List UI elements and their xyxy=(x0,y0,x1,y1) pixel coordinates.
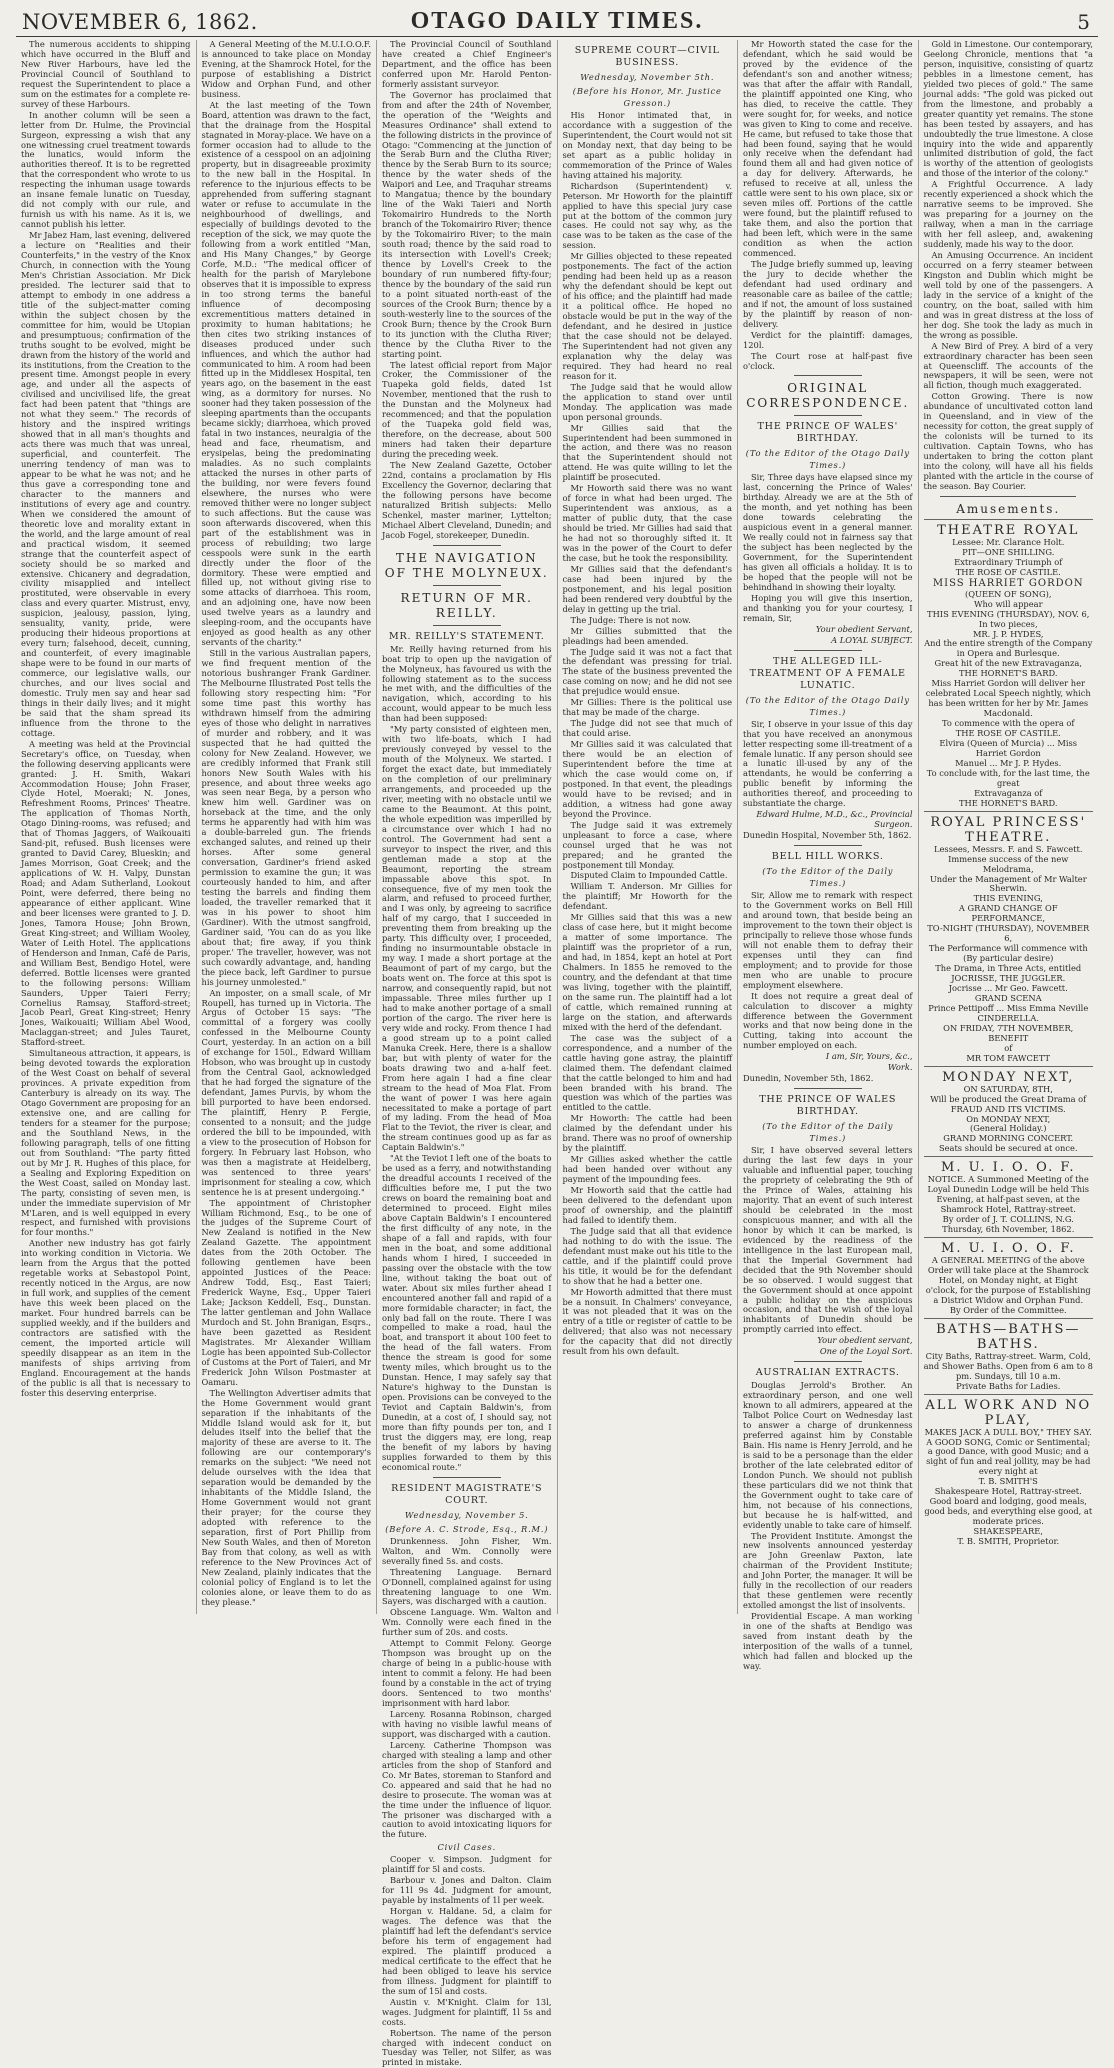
ad-line: Immense success of the new Melodrama, xyxy=(948,853,1069,874)
court-before: (Before A. C. Strode, Esq., R.M.) xyxy=(385,1523,549,1534)
column-2 xyxy=(197,40,378,1614)
newspaper-title: OTAGO DAILY TIMES. xyxy=(410,8,704,34)
column-container xyxy=(16,39,1098,2068)
court-paragraph: The Judge said that all that evidence had nothing to do with the issue. The defendant must make out his title to the cattle, and if the plaintiff could prove his title, it would be for the defendant to show that he had a better one. xyxy=(562,1225,732,1286)
article-paragraph: Another new industry has got fairly into working condition in Victoria. We learn from the Argus that the potted regetable works at Sebastopol Point, recently noticed in the Argus, are now in full work, and supplies of the cement have this week been placed on the market. Four hundred barrels can be supplied weekly, and if the builders and contractors are satisfied with the cement, the imported article will speedily disappear as an item in the manifests of ships arriving from England. Encouragement at the hands of the public is all that is necessary to foster this deserving enterprise. xyxy=(21,1238,191,1398)
letter-addressee: (To the Editor of the Daily Times.) xyxy=(762,1121,894,1144)
ad-line: THIS EVENING, xyxy=(973,893,1043,904)
return-heading: RETURN OF MR. REILLY. xyxy=(400,590,533,620)
letter-paragraph: It does not require a great deal of calculation to discover a mighty difference between the Government works and that now being done in the Cutting, taking into account the number employed on each. xyxy=(743,990,913,1051)
ad-line: Miss Harriet Gordon will deliver her celebrated Local Speech nightly, which has been written for her by Mr. James Macdonald. xyxy=(925,678,1091,719)
article-paragraph: Mr. Reilly having returned from his boat trip to open up the navigation of the Molyneux, has favoured us with the following statement as to the success he met with, and the difficulties of the navigation, which, according to his account, would appear to be much less than had been supposed: xyxy=(382,643,552,724)
court-paragraph: The Judge said it was not a fact that the defendant was pressing for trial. The state of the business prevented the case coming on now; and he did not see that prejudice would ensue. xyxy=(562,646,732,697)
ad-headline: THEATRE ROYAL xyxy=(937,522,1080,538)
article-paragraph: The appointment of Christopher William Richmond, Esq., to be one of the judges of the Supreme Court of New Zealand is notified in the New Zealand Gazette. The appointment dates from the 20th October. The following gentlemen have been appointed Justices of the Peace: Andrew Todd, Esq., East Taieri; Frederick Wayne, Esq., Upper Taieri Lake; Jackson Keddell, Esq., Dunstan. The latter gentleman and John Wallace Murdoch and St. John Branigan, Esqrs., have been gazetted as Resident Magistrates. Mr Alexander William Logie has been appointed Sub-Collector of Customs at the Port of Taieri, and Mr Frederick John Wilson Postmaster at Oamaru. xyxy=(201,1197,371,1387)
ad-line: A GRAND CHANGE OF PERFORMANCE, xyxy=(958,903,1058,924)
ad-headline: BATHS—BATHS—BATHS. xyxy=(936,1321,1081,1352)
ad-line: PIT—ONE SHILLING. xyxy=(962,546,1055,557)
ad-headline: M. U. I. O. O. F. xyxy=(941,1160,1076,1176)
court-paragraph: Richardson (Superintendent) v. Peterson. Mr Howorth for the plaintiff applied to have this special jury case put at the bottom of the common jury cases. He could not say why, as the case was to be taken as the case of the session. xyxy=(562,180,732,251)
amusements-heading: Amusements. xyxy=(956,501,1061,516)
article-paragraph: The Provincial Council of Southland have created a Chief Engineer's Department, and the office has been conferred upon Mr. Harold Penton-formerly assistant surveyor. xyxy=(382,39,552,89)
court-paragraph: Mr Gillies asked whether the cattle had been handed over without any payment of the impounding fees. xyxy=(562,1154,732,1185)
extract-paragraph: The Provident Institute. Amongst the new insolvents announced yesterday are John Greenlaw Paxton, late chairman of the Provident Institute; and John Porter, the manager. It will be fully in the recollection of our readers that these gentlemen were recently extolled amongst the list of insolvents. xyxy=(743,1530,913,1611)
ad-line: A GOOD SONG, Comic or Sentimental; a good Dance, with good Music; and a sight of fun and real jollity, may be had every night at xyxy=(926,1436,1091,1477)
ad-line: Extravaganza of xyxy=(974,787,1043,798)
court-paragraph: Mr Howorth: The cattle had been claimed by the defendant under his brand. There was no proof of ownership by the plaintiff. xyxy=(562,1113,732,1154)
ad-line: Lessee: Mr. Clarance Holt. xyxy=(952,536,1065,547)
ad-line: T. B. SMITH'S xyxy=(978,1476,1038,1487)
article-paragraph: Still in the various Australian papers, we find frequent mention of the notorious bushranger Frank Gardiner. The Melbourne Illustrated Post tells the following story respecting him: "For some time past this worthy has withdrawn himself from the admiring eyes of those who delight in narratives of murder and robbery, and it was suspected that he had quitted the colony for New Zealand. However, we are credibly informed that Frank still honors New South Wales with his presence, and about three weeks ago was seen near Bega, by a person who knew him well. Gardiner was on horseback at the time, and the only terms he apparently had with him was a double-barreled gun. The friends exchanged salutes, and reined up their horses. After some general conversation, Gardiner's friend asked permission to examine the gun; it was courteously handed to him, and after testing the barrels and finding them loaded, the traveller remarked that it was in his power to shoot him (Gardiner). With the utmost sangfroid, Gardiner said, 'You can do as you like about that; fire away, if you think proper.' The traveller, however, was not such cowardly advantage, and, handing the piece back, left Gardiner to pursue his journey unmolested." xyxy=(201,648,371,987)
letter-addressee: (To the Editor of the Otago Daily Times.) xyxy=(745,448,910,471)
ad-line: THE HORNET'S BARD. xyxy=(958,668,1058,679)
ad-line: CINDERELLA. xyxy=(977,1012,1040,1023)
column-3 xyxy=(377,39,558,2068)
civil-case: Cooper v. Simpson. Judgment for plaintiff for 5l and costs. xyxy=(382,1854,552,1875)
civil-cases-heading: Civil Cases. xyxy=(437,1842,497,1853)
article-paragraph: The Judge briefly summed up, leaving the jury to decide whether the defendant had used ordinary and reasonable care as bailee of the cattle; and if not, the amount of loss sustained by the plaintiff by reason of non-delivery. xyxy=(743,258,913,329)
ad-line: Good board and lodging, good meals, good beds, and everything else good, at moderate prices. xyxy=(924,1496,1093,1527)
ad-line: To conclude with, for the last time, the great xyxy=(926,767,1090,788)
ad-line: T. B. SMITH, Proprietor. xyxy=(957,1536,1060,1547)
extract-paragraph: Providential Escape. A man working in one of the shafts at Bendigo was saved from instant death by the interposition of the walls of a tunnel, which had fallen and blocked up the way. xyxy=(743,1611,913,1671)
article-paragraph: A New Bird of Prey. A bird of a very extraordinary character has been seen at Queenscliff. The accounts of the newspapers, it will be seen, were not all fiction, though much exaggerated. xyxy=(923,340,1093,391)
extract-paragraph: Douglas Jerrold's Brother. An extraordinary person, and one well known to all admirers, appeared at the Talbot Police Court on Wednesday last to answer a charge of drunkenness preferred against him by Constable Bain. His name is Henry Jerrold, and he is said to be a personage than the elder brother of the late celebrated editor of London Punch. We should not publish these particulars did we not think that the Government ought to take care of him, not because of his connections, but because he is half-witted, and evidently unable to take care of himself. xyxy=(743,1380,913,1530)
ad-line: Jocrisse ... Mr Geo. Fawcett. xyxy=(948,983,1068,994)
letter-heading: THE PRINCE OF WALES BIRTHDAY. xyxy=(759,1094,897,1118)
ad-line: A GENERAL MEETING of the above Order will take place at the Shamrock Hotel, on Monday night, at Eight o'clock, for the purpose of Establishing a District Widow and Orphan Fund. xyxy=(925,1255,1091,1305)
supreme-court-date: Wednesday, November 5th. xyxy=(580,72,715,82)
court-paragraph: Mr Howorth admitted that there must be a nonsuit. In Chalmers' conveyance, it was not pleaded that it was on the entry of a title or register of cattle to be delivered; that also was not necessary for the capacity that did not directly result from his own default. xyxy=(562,1286,732,1357)
divider-rule xyxy=(794,415,862,416)
ad-line: In two pieces, xyxy=(978,618,1038,629)
court-paragraph: The Judge did not see that much of that could arise. xyxy=(562,718,732,739)
court-paragraph: Mr Gillies said that the defendant's case had been injured by the postponement, and his legal position had been rendered very doubtful by the delay in getting up the trial. xyxy=(562,563,732,614)
ad-line: NOTICE. A Summoned Meeting of the Loyal Dunedin Lodge will be held This Evening, at half-past seven, at the Shamrock Hotel, Rattray-street. xyxy=(927,1174,1089,1215)
letter-heading: BELL HILL WORKS. xyxy=(771,851,884,863)
statement-heading: MR. REILLY'S STATEMENT. xyxy=(388,630,545,642)
letter-paragraph: Hoping you will give this insertion, and thanking you for your courtesy, I remain, Sir, xyxy=(743,592,913,623)
ad-line: The Drama, in Three Acts, entitled xyxy=(935,963,1082,974)
court-paragraph: Mr Gillies said that this was a new class of case here, but it might become a matter of some importance. The plaintiff was the proprietor of a run, and had, in 1854, kept an hotel at Port Chalmers. In 1855 he removed to the country, and the defendant at that time was living, together with the plaintiff, on the same run. The plaintiff had a lot of cattle, which remained running at large on the station, and afterwards mixed with the herd of the defendant. xyxy=(562,912,732,1032)
ad-headline: M. U. I. O. O. F. xyxy=(941,1241,1076,1257)
ad-line: Who will appear xyxy=(973,598,1043,609)
ad-line: JOCRISSE, THE JUGGLER. xyxy=(951,973,1066,984)
ad-line: And the entire strength of the Company in Opera and Burlesque. xyxy=(924,638,1093,659)
ad-line: ON SATURDAY, 8TH, xyxy=(963,1083,1053,1094)
advertisement xyxy=(924,1237,1094,1318)
page-number: 5 xyxy=(1077,10,1090,34)
court-case: Threatening Language. Bernard O'Donnell, complained against for using threatening language to one Wm. Sayers, was discharged with a caution. xyxy=(382,1566,552,1607)
ad-line: By Order of the Committee. xyxy=(949,1304,1067,1315)
ad-line: ON FRIDAY, 7TH NOVEMBER, xyxy=(943,1022,1074,1033)
court-case: Drunkenness. John Fisher, Wm. Walton, and Wm. Connolly were severally fined 5s. and costs. xyxy=(382,1535,552,1566)
article-paragraph: The numerous accidents to shipping which have occurred in the Bluff and New River Harbours, have led the Provincial Council of Southland to request the Superintendent to place a sum on the estimates for a complete re-survey of these Harbours. xyxy=(21,39,191,109)
article-paragraph: Gold in Limestone. Our contemporary, Geelong Chronicle, mentions that "a person, inquisitive, consisting of quartz pebbles in a limestone cement, has yielded two pieces of gold." The same journal adds: "The gold was picked out from the limestone, and probably a greater quantity yet remains. The stone has been tested by assayers, and has undoubtedly the true limestone. A close inquiry into the wide and apparently unlimited distribution of gold, the fact is worthy of the attention of geologists and those of the interior of the colony." xyxy=(923,39,1093,179)
ad-headline: ALL WORK AND NO PLAY, xyxy=(925,1397,1092,1428)
article-paragraph: Cotton Growing. There is now abundance of uncultivated cotton land in Queensland, and in view of the necessity for cotton, the great supply of the colonists will be turned to its cultivation. Captain Towns, who has undertaken to bring the cotton plant into the colony, will have all his fields planted with the article in the course of the season. Bay Courier. xyxy=(923,391,1093,491)
letter-signature: Work. xyxy=(887,1062,913,1073)
correspondence-heading: ORIGINAL CORRESPONDENCE. xyxy=(746,381,910,411)
court-paragraph: Mr Gillies said it was calculated that there would be an election of Superintendent before the time at which the case would come on, if postponed. In that event, the pleadings would have to be revised; and in addition, a witness had gone away beyond the Province. xyxy=(562,739,732,819)
ad-line: Seats should be secured at once. xyxy=(938,1143,1078,1154)
ad-line: THIS EVENING (THURSDAY), NOV. 6, xyxy=(927,608,1090,619)
article-paragraph: In another column will be seen a letter from Dr. Hulme, the Provincial Surgeon, expressing a wish that any one witnessing cruel treatment towards the lunatics, would inform the authorities thereof. It is to be regretted that the correspondent who wrote to us respecting the inhuman usage towards an insane female lunatic on Tuesday, did not comply with our rule, and furnish us with his name. As it is, we cannot publish his letter. xyxy=(21,109,191,230)
court-paragraph: Mr Gillies: There is the political use that may be made of the charge. xyxy=(562,697,732,718)
civil-case: Horgan v. Haldane. 5d, a claim for wages. The defence was that the plaintiff had left the defendant's service before his term of engagement had expired. The plaintiff produced a medical certificate to the effect that he had been obliged to leave his service from illness. Judgment for plaintiff to the sum of 15l and costs. xyxy=(382,1906,552,1996)
ad-line: By order of J. T. COLLINS, N.G. xyxy=(942,1214,1074,1225)
court-paragraph: The Judge said it was extremely unpleasant to force a case, where counsel urged that he was not prepared; and he granted the postponement till Monday. xyxy=(562,819,732,870)
ad-line: THE ROSE OF CASTILE. xyxy=(955,566,1061,577)
article-paragraph: Mr Jabez Ham, last evening, delivered a lecture on "Realities and their Counterfeits," in the vestry of the Knox Church, in connection with the Young Men's Christian Association. Mr Dick presided. The lecturer said that to attempt to embody in one address a title of the subject-matter coming within the subject chosen by the committee for him, would be Utopian and presumptuous; confirmation of the truths sought to be evolved, might be drawn from the history of the world and its institutions, from the Creation to the present time. Amongst people in every age, and under all the aspects of civilised and uncivilised life, the great fact had been patent that "things are not what they seem." The records of history and the inspired writings showed that in all man's thoughts and acts there was much that was unreal, superficial, and counterfeit. The unerring tendency of man was to appear to be what he was not; and he thus gave a corresponding tone and character to the manners and institutions of every age and country. When we considered the amount of theoretic love and morality extant in the world, and the large amount of real and practical wisdom, it seemed strange that the counterfeit aspect of society should be so marked and extensive. Chicanery and degradation, civility misapplied and intellect prostituted, were observable in every class and every quarter. Mistrust, envy, suspicion, jealousy, passion, lying, sensuality, vanity, pride, were producing their hideous proportions at every turn; falsehood, deceit, cunning, and counterfeit, of every imaginable shape were to be found in our marts of commerce, our legislative walls, our churches, and our lives social and domestic. Truly men say and hear sad things in their daily lives; and it might be said that the sham spread its influence from the throne to the cottage. xyxy=(21,230,191,738)
ad-line: Will be produced the Great Drama of xyxy=(930,1093,1087,1104)
letter-signature: One of the Loyal Sort. xyxy=(819,1346,913,1357)
ad-line: To commence with the opera of xyxy=(942,718,1075,729)
article-paragraph: Verdict for the plaintiff: damages, 120l. xyxy=(743,329,913,350)
ad-line: GRAND MORNING CONCERT. xyxy=(943,1133,1074,1144)
advertisement xyxy=(924,519,1094,811)
ad-line: Under the Management of Mr Walter Sherwin. xyxy=(929,873,1087,894)
letter-heading: THE PRINCE OF WALES' BIRTHDAY. xyxy=(757,421,899,445)
australian-extracts-heading: AUSTRALIAN EXTRACTS. xyxy=(755,1367,900,1379)
column-1 xyxy=(16,40,197,1614)
article-paragraph: "At the Teviot I left one of the boats to be used as a ferry, and notwithstanding the dreadful accounts I received of the difficulties before me, I put the two crews on board the remaining boat and determined to proceed. Eight miles above Captain Baldwin's I encountered the first difficulty of any note, in the shape of a fall and rapids, with four men in the boat, and some additional hands whom I hired, I succeeded in passing over the obstacle with the tow line, without taking the boat out of water. About six miles further ahead I encountered another fall and rapid of a more formidable character; in fact, the only bad fall on the route. There I was compelled to make a road, haul the boat, and transport it about 100 feet to the head of the fall waters. From thence the stream is good for some twenty miles, which brought us to the Dunstan. Hence, I may safely say that Nature's highway to the Dunstan is open. Provisions can be conveyed to the Teviot and Captain Baldwin's, from Dunedin, at a cost of, I should say, not more than fifty pounds per ton, and I trust the diggers may, ere long, reap the benefit of my labors by having supplies forwarded to them by this economical route." xyxy=(382,1153,552,1472)
court-paragraph: Mr Gillies submitted that the pleadings had been amended. xyxy=(562,625,732,646)
letter-closing: Your obedient Servant, xyxy=(815,623,913,634)
ad-line: THE ROSE OF CASTILE. xyxy=(955,728,1061,739)
column-5 xyxy=(738,39,919,1671)
letter-paragraph: Sir, I observe in your issue of this day that you have received an anonymous letter respecting some ill-treatment of a female lunatic. If any person should see a lunatic ill-used by any of the attendants, he would be conferring a public benefit by informing the authorities thereof, and proceeding to substantiate the charge. xyxy=(743,718,913,809)
letter-signature: Edward Hulme, M.D., &c., Provincial Surgeon. xyxy=(756,809,913,830)
advertisement xyxy=(924,1318,1094,1394)
civil-case: Barbour v. Jones and Dalton. Claim for 11l 9s 4d. Judgment for amount, payable by instalments of 1l per week. xyxy=(382,1875,552,1906)
court-paragraph: Mr Howorth said there was no want of force in what had been urged. The Superintendent was anxious, as a matter of public duty, that the case should be tried. Mr Gillies had said that he had not so thoroughly sifted it. It was in the power of the Court to defer the case, but he took the responsibility. xyxy=(562,483,732,563)
letter-date: Dunedin, November 5th, 1862. xyxy=(743,1073,874,1084)
ad-headline: MONDAY NEXT, xyxy=(942,1069,1075,1085)
ad-line: TO-NIGHT (THURSDAY), NOVEMBER 6, xyxy=(927,923,1090,944)
ad-line: MAKES JACK A DULL BOY," THEY SAY. xyxy=(924,1426,1092,1437)
advertisement xyxy=(924,1156,1094,1237)
ad-line: Extraordinary Triumph of xyxy=(954,556,1063,567)
ad-line: Manuel ... Mr J. P. Hydes. xyxy=(955,757,1062,768)
article-paragraph: At the last meeting of the Town Board, attention was drawn to the fact, that the drainage from the Hospital stagnated in Moray-place. We have on a former occasion had to allude to the existence of a cesspool on an adjoining property, but in disagreeable proximity to the new ball in the Hospital. In reference to the injurious effects to be apprehended from suffering stagnant water or refuse to accumulate in the neighbourhood of dwellings, and especially of buildings devoted to the reception of the sick, we may quote the following from a work entitled "Man, and His Many Changes," by George Corfe, M.D.: "The medical officer of health for the parish of Marylebone observes that it is impossible to express in too strong terms the baneful influence of decomposing excrementitious matters detained in proximity to human habitations; he then cites two striking instances of diseases produced under such influences, and which the author had communicated to him. A room had been fitted up in the Middlesex Hospital, ten years ago, on the basement in the east wing, as a dormitory for nurses. No sooner had they taken possession of the sleeping apartments than the occupants became sickly; diarrhoea, which proved fatal in two instances, neuralgia of the head and face, rheumatism, and erysipelas, being the predominating maladies. As no such complaints attacked the nurses in other parts of the building, nor were fevers found elsewhere, the nurses who were removed thither were no longer subject to such affections. But the cause was soon afterwards discovered, when this part of the establishment was in process of rebuilding; two large cesspools were sunk in the earth directly under the floor of the dormitory. These were emptied and filled up, not without giving rise to some attacks of diarrhoea. This room, and an adjoining one, have now been used twelve years as a laundry and sleeping-room, and the occupants have enjoyed as good health as any other servants of the charity." xyxy=(201,99,371,648)
court-paragraph: Mr Gillies said that the Superintendent had been summoned in the action, and there was no reason that the Superintendent should not attend. He was quite willing to let the plaintiff be prosecuted. xyxy=(562,422,732,483)
article-paragraph: Simultaneous attraction, it appears, is being devoted towards the exploration of the West Coast on behalf of several provinces. A private expedition from Canterbury is already on its way. The Otago Government are proposing for an extensive one, and are calling for tenders for a steamer for the purpose; and the Southland News, in the following paragraph, tells of one fitting out from Southland: "The party fitted out by Mr J. R. Hughes of this place, for a Sealing and Exploring Expedition on the West Coast, sailed on Monday last. The party, consisting of seven men, is under the immediate supervision of Mr M'Laren, and is well equipped in every respect, and furnished with provisions for four months." xyxy=(21,1048,191,1238)
column-4 xyxy=(558,40,739,1614)
court-paragraph: The case was the subject of a correspondence, and a number of the cattle having gone astray, the plaintiff claimed them. The defendant claimed that the cattle belonged to him and had been branded with his brand. The question was which of the parties was entitled to the cattle. xyxy=(562,1032,732,1113)
ad-line: Private Baths for Ladies. xyxy=(956,1380,1061,1391)
court-case: Obscene Language. Wm. Walton and Wm. Connolly were each fined in the further sum of 20s. and costs. xyxy=(382,1607,552,1638)
ad-line: GRAND SCENA xyxy=(974,992,1042,1003)
navigation-heading: THE NAVIGATION OF THE MOLYNEUX. xyxy=(384,550,549,580)
letter-paragraph: Sir, Three days have elapsed since my last, concerning the Prince of Wales' birthday. Already we are at the 5th of the month, and yet nothing has been done towards celebrating the auspicious event in a general manner. We really could not in fairness say that the subject has been neglected by the Government, for the Superintendent has given all officials a holiday. It is to be hoped that the people will not be behindhand in showing their loyalty. xyxy=(743,472,913,592)
divider-rule xyxy=(433,625,501,626)
ad-line: Great hit of the new Extravaganza, xyxy=(934,658,1082,669)
court-paragraph: His Honor intimated that, in accordance with a suggestion of the Superintendent, the Court would not sit on Monday next, that day being to be set apart as a public holiday in commemoration of the Prince of Wales having attained his majority. xyxy=(562,110,732,180)
letter-paragraph: Sir, Allow me to remark with respect to the Government works on Bell Hill and around town, that beside being an improvement to the town their object is principally to relieve those whose funds will not enable them to defray their expenses until they can find employment; and to provide for those men who are unable to procure employment elsewhere. xyxy=(743,890,913,990)
court-paragraph: The Judge said that he would allow the application to stand over until Monday. The application was made upon personal grounds. xyxy=(562,381,732,422)
letter-closing: I am, Sir, Yours, &c., xyxy=(825,1051,913,1062)
article-paragraph: Mr Howorth stated the case for the defendant, which he said would be proved by the evidence of the defendant's son and another witness; was that after the affair with Randall, the plaintiff appointed one King, who has died, to receive the cattle. They were sought for, for weeks, and notice was given to King to come and receive. He came, but refused to take those that had been found, saying that he would only receive when the defendant had found them all and had given notice of a day for delivery. Afterwards, he refused to receive at all, unless the cattle were sent to his own place, six or seven miles off. Portions of the cattle were found, but the plaintiff refused to take them, and also the portion that had been left, which were in the same condition as when the action commenced. xyxy=(743,39,913,259)
issue-date: NOVEMBER 6, 1862. xyxy=(22,10,258,34)
ad-line: of xyxy=(1004,1042,1013,1053)
court-date: Wednesday, November 5. xyxy=(404,1509,529,1520)
divider-rule xyxy=(794,1088,862,1089)
court-paragraph: Disputed Claim to Impounded Cattle. xyxy=(570,870,728,881)
article-paragraph: A Frightful Occurrence. A lady recently experienced a shock which the narrative seems to be improved. She was preparing for a journey on the railway, when a man in the carriage with her fell asleep, and, awakening suddenly, made his way to the door. xyxy=(923,179,1093,250)
court-heading: RESIDENT MAGISTRATE'S COURT. xyxy=(391,1482,543,1506)
supreme-court-heading: SUPREME COURT—CIVIL BUSINESS. xyxy=(574,45,720,68)
divider-rule xyxy=(794,1361,862,1362)
ad-line: On MONDAY NEXT, xyxy=(966,1113,1051,1124)
ad-line: MR TOM FAWCETT xyxy=(966,1052,1051,1063)
ad-line: Thursday, 6th November, 1862. xyxy=(942,1224,1075,1235)
ad-line: SHAKESPEARE, xyxy=(973,1526,1043,1537)
civil-case: Robertson. The name of the person charged with indecent conduct on Tuesday was Teller, not Silfer, as was printed in mistake. xyxy=(382,2027,552,2068)
ad-line: (General Holiday.) xyxy=(970,1123,1047,1134)
court-paragraph: Mr Gillies objected to these repeated postponements. The fact of the action pending had been held up as a reason why the defendant should be kept out of his office; and the plaintiff had made it a political office. He hoped no obstacle would be put in the way of the defendant, and he desired in justice that the case should not be delayed. The Superintendent had not given any explanation why the delay was required. They had heard no real reason for it. xyxy=(562,251,732,381)
court-case: Larceny. Rosanna Robinson, charged with having no visible lawful means of support, was discharged with a caution. xyxy=(382,1708,552,1739)
article-paragraph: An Amusing Occurrence. An incident occurred on a ferry steamer between Kingston and Dublin which might be well told by one of the passengers. A lady in the service of a knight of the country, on the boat, sailed with him and was in great distress at the loss of her dog. She took the lady as much in the wrong as possible. xyxy=(923,250,1093,340)
ad-headline: ROYAL PRINCESS' THEATRE. xyxy=(930,814,1087,845)
ad-line: (QUEEN OF SONG), xyxy=(965,588,1052,599)
ad-line: Lessees, Messrs. F. and S. Fawcett. xyxy=(934,843,1083,854)
court-paragraph: Mr Howorth said that the cattle had been delivered to the defendant upon proof of ownership, and the plaintiff had failed to identify them. xyxy=(562,1185,732,1225)
advertisement xyxy=(924,1394,1094,1549)
article-paragraph: A meeting was held at the Provincial Secretary's office, on Tuesday, when the following deserving applicants were granted: J. H. Smith, Wakari Accommodation House; John Fraser, Clyde Hotel, Moeraki; N. Jones, Refreshment Rooms, Princes' Theatre. The application of Thomas North, Otago Dining-rooms, was refused; and that of Thomas Jaggers, of Waikouaiti Sand-pit, refused. Bush licenses were granted to David Carey, Blueskin; and James Morrison, Goat Creek; and the applications of W. H. Valpy, Dunstan Road; and Adam Sutherland, Lookout Point, were deferred, there being no appearance of either applicant. Wine and beer licenses were granted to J. D. Jones, Tamora House; John Brown, Great King-street; and William Wooley, Water of Leith Hotel. The applications of Henderson and Inman, Café de Paris, and William Best, Bendigo Hotel, were deferred. Bottle licenses were granted to the following persons: William Saunders, Upper Taieri Ferry; Cornelius Ramsay, Stafford-street; Jacob Pearl, Great King-street; Henry Jones, Waikouaiti; William Abel Wood, Maclaggan-street; and Jules Tauret, Stafford-street. xyxy=(21,738,191,1048)
masthead xyxy=(16,8,1098,37)
article-paragraph: An imposter, on a small scale, of Mr Roupell, has turned up in Victoria. The Argus of October 15 says: "The committal of a forgery was coolly confessed in the Melbourne County Court, yesterday. In an action on a bill of exchange for 150l., Edward William Hobson, who was brought up in custody from the Central Gaol, acknowledged that he had forged the signature of the defendant, James Purvis, by whom the bill purported to have been endorsed. The plaintiff, Henry P. Fergie, consented to a nonsuit; and the judge ordered the bill to be impounded, with a view to the prosecution of Hobson for forgery. In February last Hobson, who was then a magistrate at Heidelberg, was sentenced to three years' imprisonment for stealing a cow, which sentence he is at present undergoing." xyxy=(201,987,371,1197)
divider-rule xyxy=(940,496,1076,497)
civil-case: Austin v. M'Knight. Claim for 13l, wages. Judgment for plaintiff, 1l 5s and costs. xyxy=(382,1996,552,2027)
ad-line: (By particular desire) xyxy=(963,953,1054,964)
ad-line: The Performance will commence with xyxy=(928,943,1088,954)
letter-closing: Your obedient servant, xyxy=(817,1335,913,1346)
letter-addressee: (To the Editor of the Otago Daily Times.) xyxy=(745,694,910,717)
divider-rule xyxy=(794,845,862,846)
ad-line: FRAUD AND ITS VICTIMS. xyxy=(950,1103,1066,1114)
letter-paragraph: Sir, I have observed several letters during the last few days in your valuable and influential paper, touching the propriety of celebrating the 9th of the Prince of Wales, attaining his majority. That an event of such interest should be celebrated in the most conspicuous manner, and with all the honor by which it can be marked, is evidenced by the readiness of the intelligence in the last European mail, that the Imperial Government had decided that the 9th November should be so observed. I would suggest that the Government should at once appoint a public holiday on the auspicious occasion, and that the wish of the loyal inhabitants of Dunedin should be promptly carried into effect. xyxy=(743,1145,913,1335)
letter-date: Dunedin Hospital, November 5th, 1862. xyxy=(743,830,912,841)
ad-line: Elvira (Queen of Murcia) ... Miss Harriet Gordon xyxy=(939,738,1078,758)
ad-feature: MISS HARRIET GORDON xyxy=(932,577,1084,589)
article-paragraph: The latest official report from Major Croker, the Commissioner of the Tuapeka gold fields, dated 1st November, mentioned that the rush to the Dunstan and the Molyneux had recommenced; and that the population of the Tuapeka gold field was, therefore, on the decrease, about 500 miners had taken their departure during the preceding week. xyxy=(382,359,552,460)
ad-line: Shakespeare Hotel, Rattray-street. xyxy=(934,1486,1082,1497)
article-paragraph: The New Zealand Gazette, October 22nd, contains a proclamation by His Excellency the Governor, declaring that the following persons have become naturalized British subjects: Mello Schenkel, master mariner, Lyttelton; Michael Albert Cleveland, Dunedin; and Jacob Fogel, storekeeper, Dunedin. xyxy=(382,460,552,540)
article-paragraph: The Governor has proclaimed that from and after the 24th of November, the operation of the "Weights and Measures Ordinance" shall extend to the following districts in the province of Otago: "Commencing at the junction of the Serab Burn and the Clutha River; thence by the Serab Burn to its source; thence by the water sheds of the Waipori and Lee, and Traquhar streams to Mangatua; thence by the boundary line of the Waki Taieri and North Tokomairiro Hundreds to the North branch of the Tokomairiro River; thence by the Tokomairiro River; to the main south road; thence by the said road to its intersection with Lovell's Creek; thence by Lovell's Creek to the boundary of run numbered fifty-four; thence by the boundary of the said run to a point situated north-east of the sources of the Crook Burn; thence by a south-westerly line to the sources of the Crook Burn; thence by the Crook Burn to its junction with the Clutha River; thence by the Clutha River to the starting point. xyxy=(382,89,552,359)
column-6 xyxy=(919,40,1099,1614)
article-paragraph: A General Meeting of the M.U.I.O.O.F. is announced to take place on Monday Evening, at the Shamrock Hotel, for the purpose of establishing a District Widow and Orphan Fund, and other business. xyxy=(201,39,371,99)
divider-rule xyxy=(794,650,862,651)
divider-rule xyxy=(433,585,501,586)
court-case: Attempt to Commit Felony. George Thompson was brought up on the charge of being in a public-house with intent to commit a felony. He had been found by a constable in the act of trying doors. Sentenced to two months' imprisonment with hard labor. xyxy=(382,1638,552,1709)
divider-rule xyxy=(433,1477,501,1478)
ad-line: MR. J. P. HYDES, xyxy=(972,628,1044,639)
letter-addressee: (To the Editor of the Daily Times.) xyxy=(762,866,894,889)
letter-heading: THE ALLEGED ILL-TREATMENT OF A FEMALE LUNATIC. xyxy=(749,655,906,691)
divider-rule xyxy=(794,375,862,376)
ad-line: BENEFIT xyxy=(988,1032,1029,1043)
court-paragraph: The Judge: There is not now. xyxy=(570,614,691,625)
court-paragraph: William T. Anderson. Mr Gillies for the plaintiff; Mr Howorth for the defendant. xyxy=(562,881,732,912)
divider-rule xyxy=(433,545,501,546)
court-case: Larceny. Catherine Thompson was charged with stealing a lamp and other articles from the shop of Stanford and Co. Mr Bates, storeman to Stanford and Co. appeared and said that he had no desire to prosecute. The woman was at the time under the influence of liquor. The prisoner was discharged with a caution to avoid intoxicating liquors for the future. xyxy=(382,1739,552,1840)
letter-signature: A LOYAL SUBJECT. xyxy=(831,634,913,645)
advertisement xyxy=(924,1066,1094,1157)
ad-line: THE HORNET'S BARD. xyxy=(958,797,1058,808)
article-paragraph: The Court rose at half-past five o'clock. xyxy=(743,350,913,371)
supreme-court-before: (Before his Honor, Mr. Justice Gresson.) xyxy=(572,86,722,108)
article-paragraph: The Wellington Advertiser admits that the Home Government would grant separation if the inhabitants of the Middle Island would ask for it, but deludes itself into the belief that the majority of these are averse to it. The following are our contemporary's remarks on the subject: "We need not delude ourselves with the idea that separation would be demanded by the inhabitants of the Middle Island, the Home Government would not grant their prayer; for the course they adopted with reference to the separation, first of Port Phillip from New South Wales, and then of Moreton Bay from that colony, as well as with reference to the New Provinces Act of New Zealand, plainly indicates that the colonial policy of England is to let the colonies alone, or leave them to do as they please." xyxy=(201,1387,371,1607)
article-paragraph: "My party consisted of eighteen men, with two life-boats, which I had previously conveyed by vessel to the mouth of the Molyneux. We started. I forget the exact date, but immediately on the completion of our preliminary arrangements, and proceeded up the river, meeting with no obstacle until we came to the Beaumont. At this point, the whole expedition was imperilled by a circumstance over which I had no control. The Government had sent a surveyor to inspect the river, and this gentleman made a stop at the Beaumont, reporting the stream impassable above this spot. In consequence, five of my men took the alarm, and refused to proceed further, and I was only, by agreeing to sacrifice half of my cargo, that I succeeded in preventing them from breaking up the party. This difficulty over, I proceeded, finding no insurmountable obstacle in my way. I made a short portage at the Beaumont of part of my cargo, but the boats went on. The force at this spot is narrow, and consequently rapid, but not impassable. Three miles further up I had to make another portage of a small portion of the cargo. The river here is very wide and rocky. From thence I had a good stream up to a point called Manuka Creek. Here, there is a shallow bar, but with plenty of water for the boats drawing two and a-half feet. From here again I had a fine clear stream to the head of Moa Flat. From the want of power I was here again necessitated to make a portage of part of my lading. From the head of Moa Flat to the Teviot, the river is clear, and the stream continues good up as far as Captain Baldwin's." xyxy=(382,724,552,1153)
ad-line: City Baths, Rattray-street. Warm, Cold, and Shower Baths. Open from 6 am to 8 pm. Sundays, till 10 a.m. xyxy=(923,1350,1093,1381)
ad-line: Prince Pettipoff ... Miss Emma Neville xyxy=(928,1002,1089,1013)
advertisement xyxy=(924,811,1094,1066)
